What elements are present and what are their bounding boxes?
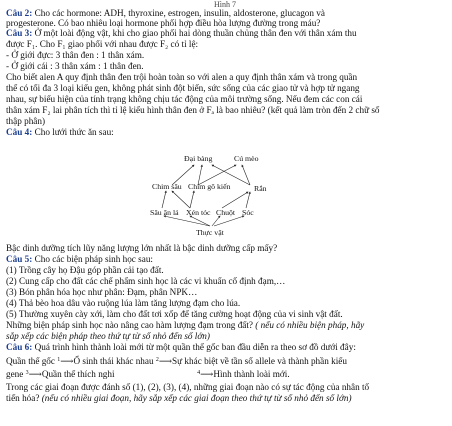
- node-warbler: Chim sâu: [152, 182, 182, 191]
- q5-item-5: (5) Thường xuyên cày xới, làm cho đất tơi xốp để tăng cường hoạt động của vi sinh vật đất.: [6, 309, 343, 319]
- node-plants: Thực vật: [196, 228, 224, 237]
- q6-question-2: tiến hóa? (nếu có nhiều giai đoạn, hãy sắp xếp các giai đoạn theo thứ tự từ số nhỏ đến số lớn): [6, 393, 352, 403]
- q6-scheme-1: Quần thể gốc $^1$⟶Ổ sinh thái khác nhau $^2$⟶Sự khác biệt về tần số allele và thành phần kiểu: [6, 356, 347, 366]
- q5-item-3: (3) Bón phân hóa học như phân: Đạm, phân NPK…: [6, 287, 198, 297]
- food-web-diagram: [150, 154, 280, 238]
- q5-item-1: (1) Trồng cây họ Đậu góp phần cải tạo đất.: [6, 265, 164, 275]
- q5-question-1: Những biện pháp sinh học nào nâng cao hàm lượng đạm trong đất? ( nếu có nhiều biện pháp, hãy: [6, 320, 365, 330]
- q6-question-1: Trong các giai đoạn được đánh số (1), (2), (3), (4), những giai đoạn nào có sự tác động của nhân tố: [6, 382, 370, 392]
- arrow-3: $^3$⟶: [25, 369, 42, 379]
- q3-line-2: được F₁. Cho F₁ giao phối với nhau được F₂ có tỉ lệ:: [6, 39, 199, 49]
- arrow-1: $^1$⟶: [57, 356, 74, 366]
- q2-line-1: Câu 2: Cho các hormone: ADH, thyroxine, estrogen, insulin, aldosterone, glucagon và: [6, 8, 325, 18]
- food-web-arrows: [150, 154, 280, 238]
- page-header: Hình 7: [214, 0, 236, 9]
- q3-line-1: Câu 3: Ở một loài động vật, khi cho giao phối hai dòng thuần chủng thân đen với thân xám thu: [6, 28, 357, 38]
- q4-line-1: Câu 4: Cho lưới thức ăn sau:: [6, 127, 114, 137]
- node-caterpillar: Sâu ăn lá: [150, 208, 179, 217]
- q3-line-5: Cho biết alen A quy định thân đen trội hoàn toàn so với alen a quy định thân xám và trong quần: [6, 72, 358, 82]
- node-squirrel: Sóc: [242, 208, 254, 217]
- q5-question-2: sắp xếp các biện pháp theo thứ tự từ số nhỏ đến số lớn): [6, 331, 210, 341]
- q3-line-6: thể có tối đa 3 loại kiểu gen, không phát sinh đột biến, sức sống của các giao tử và hợp tử ngang: [6, 83, 360, 93]
- q5-item-4: (4) Thả bèo hoa dâu vào ruộng lúa làm tăng lượng đạm cho lúa.: [6, 298, 241, 308]
- q3-line-9: thập phân): [6, 116, 46, 126]
- arrow-2: $^2$⟶: [155, 356, 173, 366]
- node-eagle: Đại bàng: [184, 154, 213, 163]
- q3-line-8: thân xám F₂ lai phân tích thì tỉ lệ kiểu hình thân đen ở Fₐ là bao nhiêu? (kết quả làm tròn đến 2 chữ số: [6, 105, 380, 115]
- q6-line-1: Câu 6: Quá trình hình thành loài mới từ một quần thể gốc ban đầu diễn ra theo sơ đồ dưới đây:: [6, 342, 356, 352]
- arrow-4: $^4$⟶: [197, 369, 214, 379]
- q3-line-3: - Ở giới đực: 3 thân đen : 1 thân xám.: [6, 50, 145, 60]
- node-beetle: Xén tóc: [186, 208, 211, 217]
- node-owl: Cú mèo: [234, 154, 259, 163]
- q4-question: Bậc dinh dưỡng tích lũy năng lượng lớn nhất là bậc dinh dưỡng cấp mấy?: [6, 243, 278, 253]
- q3-line-7: nhau, sự biểu hiện của tính trạng không chịu tác động của môi trường sống. Nếu đem các con cái: [6, 94, 363, 104]
- node-mouse: Chuột: [216, 208, 236, 217]
- q6-scheme-2: gene $^3$⟶Quần thể thích nghi $^4$⟶Hình thành loài mới.: [6, 369, 290, 379]
- q3-line-4: - Ở giới cái : 3 thân xám : 1 thân đen.: [6, 61, 144, 71]
- node-woodpecker: Chim gõ kiến: [188, 182, 231, 191]
- q5-line-1: Câu 5: Cho các biện pháp sinh học sau:: [6, 254, 153, 264]
- q5-item-2: (2) Cung cấp cho đất các chế phẩm sinh học là các vi khuẩn cố định đạm,…: [6, 276, 286, 286]
- node-snake: Rắn: [254, 184, 267, 193]
- q2-line-2: progesterone. Có bao nhiêu loại hormone phối hợp điều hòa lượng đường trong máu?: [6, 18, 321, 28]
